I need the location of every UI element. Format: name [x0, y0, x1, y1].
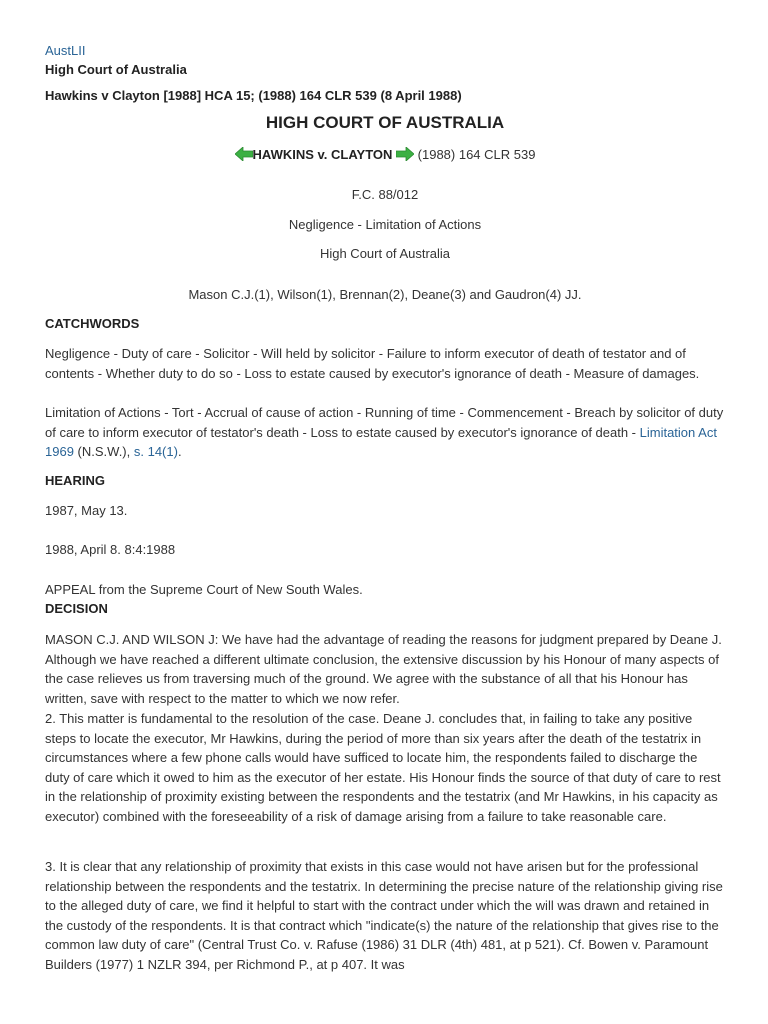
catchwords-heading: CATCHWORDS — [45, 316, 140, 331]
page-title: HIGH COURT OF AUSTRALIA — [265, 113, 505, 132]
case-nav — [45, 147, 725, 162]
decision-para-1: MASON C.J. AND WILSON J: We have had the advantage of reading the reasons for judgment prepared by Deane J. Although we have reached a different ultimate conclusion, the extensive discussion by his Honour of many aspects of the case relieves us from traversing much of the ground. We agree with the substance of all that his Honour has written, save with respect to the matter to which we now refer. — [45, 632, 722, 706]
subject: Negligence - Limitation of Actions — [288, 217, 482, 232]
court-name: High Court of Australia — [319, 246, 451, 261]
report-citation: (1988) 164 CLR 539 — [417, 147, 536, 162]
limitation-act-link[interactable]: Limitation Act 1969 — [45, 424, 717, 460]
hearing-heading: HEARING — [45, 473, 105, 488]
case-name: HAWKINS v. CLAYTON — [252, 147, 393, 162]
decision-para-2: 2. This matter is fundamental to the resolution of the case. Deane J. concludes that, in failing to take any positive steps to locate the executor, Mr Hawkins, during the period of more than six years after the death of the testatrix in circumstances where a few phone calls would have sufficed to locate him, the respondents failed to discharge the duty of care which it owed to him as the executor of her estate. His Honour finds the source of that duty of care to rest in the relationship of proximity existing between the respondents and the testatrix (and Mr Hawkins, in his capacity as executor) combined with the foreseeability of a risk of damage arising from a failure to take reasonable care. — [45, 711, 721, 824]
hearing-date-1: 1987, May 13. — [45, 503, 128, 518]
catchwords-para-1: Negligence - Duty of care - Solicitor - Will held by solicitor - Failure to inform executor of death of testator and of contents - Whether duty to do so - Loss to estate caused by executor's ignorance of death - Measure of damages. — [45, 346, 700, 381]
austlii-link[interactable]: AustLII — [45, 43, 86, 58]
section-link[interactable]: s. 14(1) — [133, 444, 178, 460]
arrow-right-icon[interactable] — [396, 147, 414, 161]
decision-heading: DECISION — [45, 601, 108, 616]
file-number: F.C. 88/012 — [351, 187, 419, 202]
catchwords-para-2: Limitation of Actions - Tort - Accrual of cause of action - Running of time - Commencement - Breach by solicitor of duty of care to inform executor of testator's death - Loss to estate caused by executor's ignorance of death - Limitation Act 1969 (N.S.W.), s. 14(1). — [45, 405, 724, 460]
judges: Mason C.J.(1), Wilson(1), Brennan(2), Deane(3) and Gaudron(4) JJ. — [188, 287, 582, 302]
case-citation: Hawkins v Clayton [1988] HCA 15; (1988) 164 CLR 539 (8 April 1988) — [45, 88, 462, 103]
hearing-date-2: 1988, April 8. 8:4:1988 — [45, 542, 176, 557]
arrow-left-icon[interactable] — [235, 147, 253, 161]
decision-para-3: 3. It is clear that any relationship of proximity that exists in this case would not have arisen but for the professional relationship between the respondents and the testatrix. In determining the precise nature of the relationship giving rise to the alleged duty of care, we find it helpful to start with the contract under which the will was drawn and retained in the custody of the respondents. It is that contract which "indicate(s) the nature of the relationship that gives rise to the common law duty of care" (Central Trust Co. v. Rafuse (1986) 31 DLR (4th) 481, at p 521). Cf. Bowen v. Paramount Builders (1977) 1 NZLR 394, per Richmond P., at p 407. It was — [45, 859, 723, 972]
breadcrumb-court: High Court of Australia — [45, 62, 187, 77]
appeal-line: APPEAL from the Supreme Court of New South Wales. — [45, 582, 363, 597]
